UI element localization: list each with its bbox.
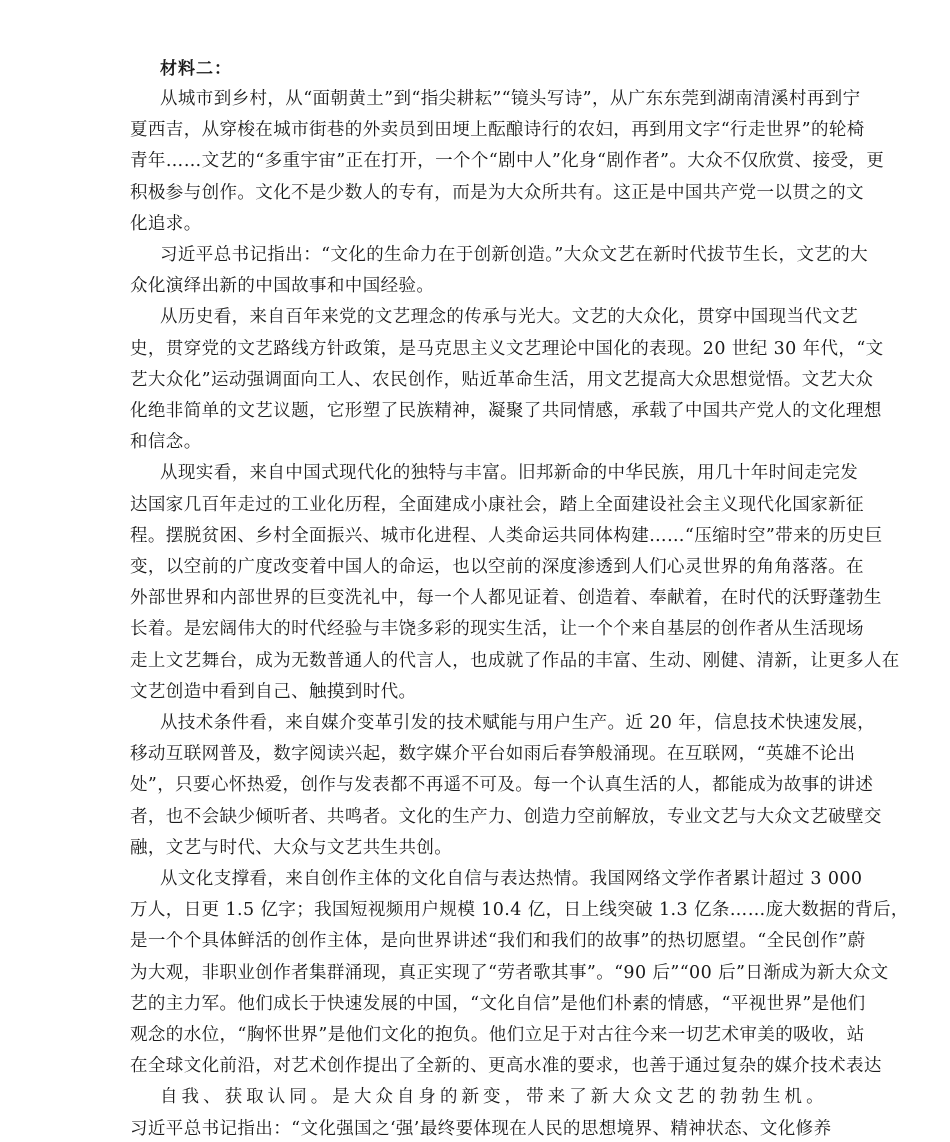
text-line: 融，文艺与时代、大众与文艺共生共创。 — [130, 838, 453, 858]
text-line: 习近平总书记指出：“文化强国之‘强’最终要体现在人民的思想境界、精神状态、文化修养 — [130, 1119, 832, 1139]
text-line: 处”，只要心怀热爱，创作与发表都不再遥不可及。每一个认真生活的人，都能成为故事的讲述 — [130, 775, 874, 795]
text-line: 移动互联网普及，数字阅读兴起，数字媒介平台如雨后春笋般涌现。在互联网，“英雄不论出 — [130, 744, 856, 764]
text-line: 众化演绎出新的中国故事和中国经验。 — [130, 276, 435, 296]
text-line: 从文化支撑看，来自创作主体的文化自信与表达热情。我国网络文学作者累计超过 3 000 — [160, 869, 863, 889]
text-line: 从技术条件看，来自媒介变革引发的技术赋能与用户生产。近 20 年，信息技术快速发展， — [160, 713, 876, 733]
text-line: 史，贯穿党的文艺路线方针政策，是马克思主义文艺理论中国化的表现。20 世纪 30 年代，“文 — [130, 339, 884, 359]
text-line: 化绝非简单的文艺议题，它形塑了民族精神，凝聚了共同情感，承载了中国共产党人的文化理想 — [130, 401, 882, 421]
text-line: 艺的主力军。他们成长于快速发展的中国，“文化自信”是他们朴素的情感，“平视世界”是他们 — [130, 994, 866, 1014]
section-heading: 材料二： — [160, 59, 232, 79]
text-line: 长着。是宏阔伟大的时代经验与丰饶多彩的现实生活，让一个个来自基层的创作者从生活现场 — [130, 619, 864, 639]
text-line: 从现实看，来自中国式现代化的独特与丰富。旧邦新命的中华民族，用几十年时间走完发 — [160, 463, 859, 483]
text-line: 从城市到乡村，从“面朝黄土”到“指尖耕耘”“镜头写诗”，从广东东莞到湖南清溪村再到宁 — [160, 89, 861, 109]
text-line: 是一个个具体鲜活的创作主体，是向世界讲述“我们和我们的故事”的热切愿望。“全民创作”蔚 — [130, 931, 866, 951]
text-line: 走上文艺舞台，成为无数普通人的代言人，也成就了作品的丰富、生动、刚健、清新，让更多人在 — [130, 651, 900, 671]
text-line: 万人，日更 1.5 亿字；我国短视频用户规模 10.4 亿，日上线突破 1.3 亿条……庞大数据的背后， — [130, 900, 909, 920]
text-line: 达国家几百年走过的工业化历程，全面建成小康社会，踏上全面建设社会主义现代化国家新征 — [130, 495, 864, 515]
text-line: 从历史看，来自百年来党的文艺理念的传承与光大。文艺的大众化，贯穿中国现当代文艺 — [160, 307, 859, 327]
text-line: 外部世界和内部世界的巨变洗礼中，每一个人都见证着、创造着、奉献着，在时代的沃野蓬勃生 — [130, 588, 882, 608]
text-line: 程。摆脱贫困、乡村全面振兴、城市化进程、人类命运共同体构建……“压缩时空”带来的历史巨 — [130, 526, 883, 546]
text-line: 化追求。 — [130, 214, 202, 234]
text-line: 为大观，非职业创作者集群涌现，真正实现了“劳者歌其事”。“90 后”“00 后”日渐成为新大众文 — [130, 963, 889, 983]
text-line: 习近平总书记指出：“文化的生命力在于创新创造。”大众文艺在新时代拔节生长，文艺的大 — [160, 245, 869, 265]
text-line: 文艺创造中看到自己、触摸到时代。 — [130, 682, 417, 702]
text-line: 观念的水位，“胸怀世界”是他们文化的抱负。他们立足于对古往今来一切艺术审美的吸收，站 — [130, 1025, 865, 1045]
text-line: 自我、获取认同。是大众自身的新变，带来了新大众文艺的勃勃生机。 — [160, 1087, 824, 1107]
text-line: 变，以空前的广度改变着中国人的命运，也以空前的深度渗透到人们心灵世界的角角落落。在 — [130, 557, 864, 577]
text-line: 青年……文艺的“多重宇宙”正在打开，一个个“剧中人”化身“剧作者”。大众不仅欣赏、接受，更 — [130, 151, 885, 171]
text-line: 和信念。 — [130, 432, 202, 452]
text-line: 积极参与创作。文化不是少数人的专有，而是为大众所共有。这正是中国共产党一以贯之的文 — [130, 183, 864, 203]
text-line: 者，也不会缺少倾听者、共鸣者。文化的生产力、创造力空前解放，专业文艺与大众文艺破壁交 — [130, 807, 882, 827]
text-line: 在全球文化前沿，对艺术创作提出了全新的、更高水准的要求，也善于通过复杂的媒介技术表达 — [130, 1056, 882, 1076]
text-line: 夏西吉，从穿梭在城市街巷的外卖员到田埂上酝酿诗行的农妇，再到用文字“行走世界”的轮椅 — [130, 120, 865, 140]
text-line: 艺大众化”运动强调面向工人、农民创作，贴近革命生活，用文艺提高大众思想觉悟。文艺大众 — [130, 370, 874, 390]
